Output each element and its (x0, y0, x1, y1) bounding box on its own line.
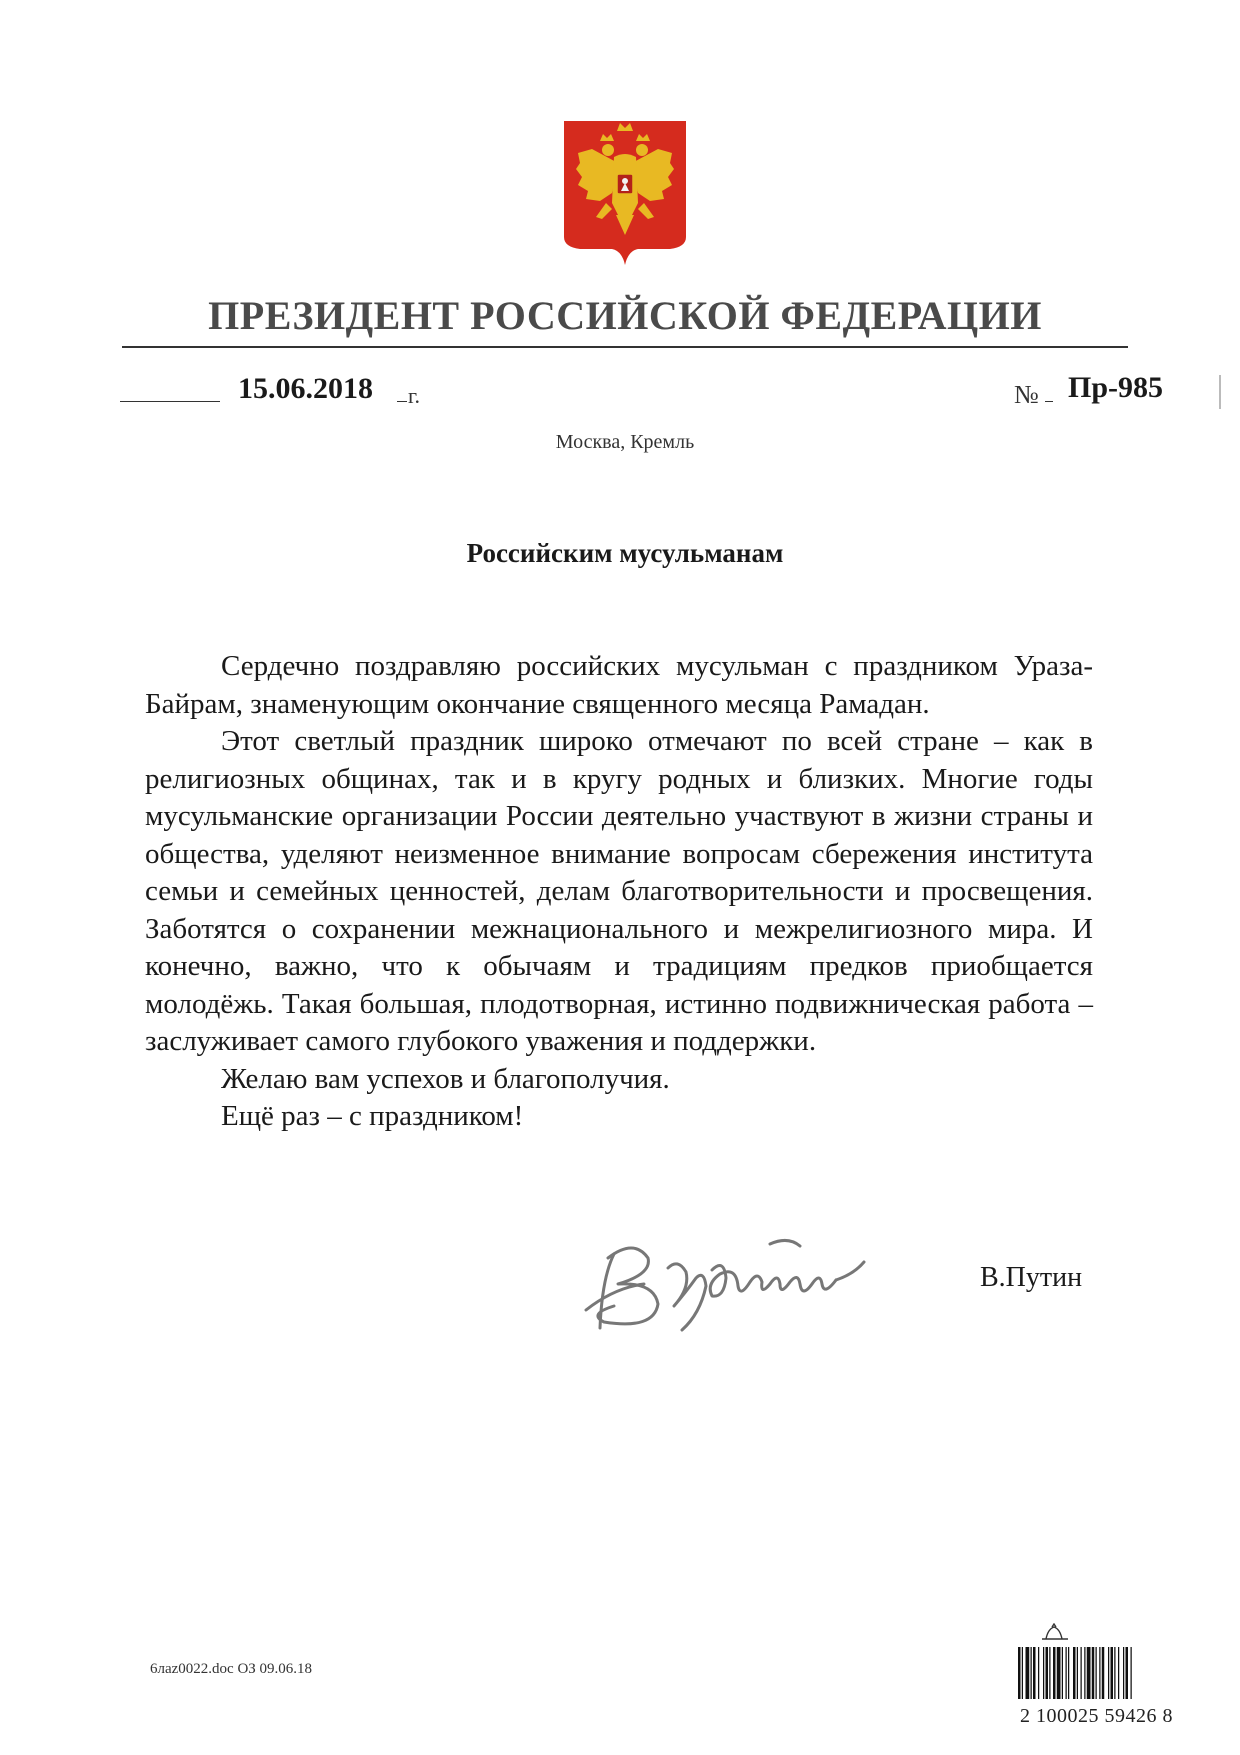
date-underline-short (397, 401, 407, 402)
russian-coat-of-arms-icon (562, 119, 688, 267)
signer-name: В.Путин (980, 1262, 1083, 1293)
letter-heading: Российским мусульманам (466, 538, 784, 568)
document-date: 15.06.2018 (238, 372, 373, 405)
organization-title: ПРЕЗИДЕНТ РОССИЙСКОЙ ФЕДЕРАЦИИ (208, 293, 1042, 338)
scan-edge-mark (1219, 375, 1221, 409)
header-divider (122, 346, 1128, 348)
eagle-mark-icon (1038, 1623, 1072, 1643)
paragraph-2: Этот светлый праздник широко отмечают по всей стране – как в религиозных общинах, так и в кругу родных и близких. Многие годы мусульманские организации России деятельно участвуют в жизни страны и общества, уделяют неизменное внимание вопросам сбережения института семьи и семейных ценностей, делам благотворительности и просвещения. Заботятся о сохранении межнационального и межрелигиозного мира. И конечно, важно, что к обычаям и традициям предков приобщается молодёжь. Такая большая, плодотворная, истинно подвижническая работа – заслуживает самого глубокого уважения и поддержки. (145, 725, 1093, 1057)
date-suffix: г. (408, 383, 421, 408)
number-underline (1045, 401, 1053, 402)
barcode-number: 2 100025 59426 8 (1020, 1705, 1173, 1727)
number-label: № (1014, 380, 1039, 409)
document-code: 6лаz0022.doc ОЗ 09.06.18 (150, 1661, 313, 1677)
barcode-icon (1016, 1647, 1174, 1699)
date-underline (120, 401, 220, 402)
issue-place: Москва, Кремль (555, 431, 695, 453)
letter-body (145, 648, 1093, 1136)
paragraph-3: Желаю вам успехов и благополучия. (221, 1062, 670, 1095)
paragraph-1: Сердечно поздравляю российских мусульман с праздником Ураза-Байрам, знаменующим окончание священного месяца Рамадан. (145, 650, 1093, 720)
document-number: Пр-985 (1068, 371, 1164, 404)
paragraph-4: Ещё раз – с праздником! (221, 1100, 524, 1132)
handwritten-signature-icon (574, 1218, 934, 1348)
